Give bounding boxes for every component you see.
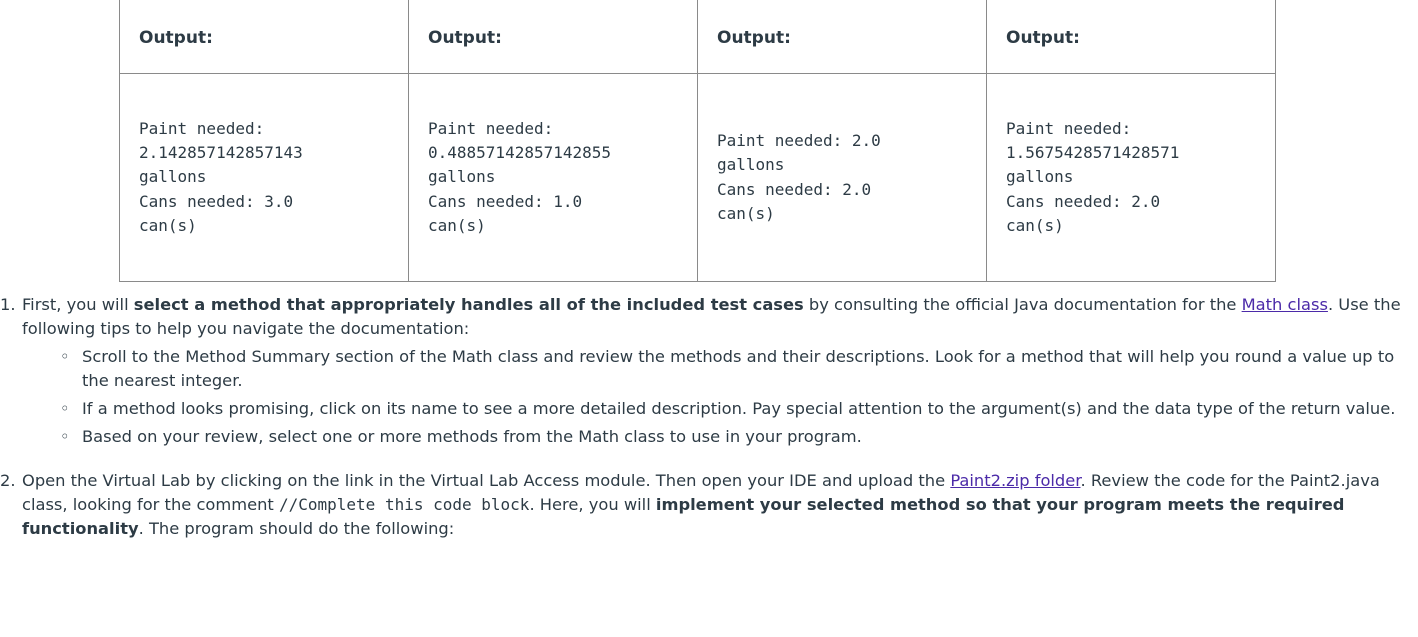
math-class-link[interactable]: Math class — [1241, 295, 1328, 314]
tip-item — [60, 425, 1418, 449]
tip-text: Scroll to the Method Summary section of the Math class and review the methods and their descriptions. Look for a method that will help you round a value up to the nearest integer. — [82, 347, 1395, 390]
output-cell — [120, 74, 409, 282]
code-comment: //Complete this code block — [278, 495, 530, 514]
tip-item — [60, 345, 1418, 393]
output-cell — [409, 74, 698, 282]
step-2 — [0, 469, 1418, 541]
step-text: . Use the following tips to help you navigate the documentation: — [22, 295, 1401, 338]
output-code: Paint needed: 2.0 gallons Cans needed: 2.0 can(s) — [717, 131, 881, 223]
step-text: . Here, you will — [529, 495, 656, 514]
output-header: Output: — [409, 0, 698, 74]
output-header: Output: — [698, 0, 987, 74]
step-number: 1. — [0, 295, 16, 314]
step-text: First, you will — [22, 295, 134, 314]
tip-text: Based on your review, select one or more methods from the Math class to use in your program. — [82, 427, 862, 446]
step-text: by consulting the official Java documentation for the — [803, 295, 1242, 314]
bullet-icon: ◦ — [60, 347, 70, 366]
step-text: . The program should do the following: — [138, 519, 455, 538]
tips-list — [22, 345, 1418, 449]
paint2-zip-link[interactable]: Paint2.zip folder — [950, 471, 1081, 490]
step-text: Open the Virtual Lab by clicking on the link in the Virtual Lab Access module. Then open your IDE and upload the — [22, 471, 951, 490]
bullet-icon: ◦ — [60, 399, 70, 418]
step-1 — [0, 293, 1418, 449]
output-header: Output: — [120, 0, 409, 74]
output-code: Paint needed: 2.142857142857143 gallons Cans needed: 3.0 can(s) — [139, 118, 303, 235]
step-emphasis: implement your selected method so that your program meets the required functionality — [22, 495, 1345, 538]
output-table — [119, 0, 1276, 282]
output-cell — [698, 74, 987, 282]
step-text: . Review the code for the Paint2.java class, looking for the comment — [22, 471, 1380, 514]
tip-item — [60, 397, 1418, 421]
bullet-icon: ◦ — [60, 427, 70, 446]
step-emphasis: select a method that appropriately handles all of the included test cases — [133, 295, 804, 314]
output-cell — [987, 74, 1276, 282]
tip-text: If a method looks promising, click on its name to see a more detailed description. Pay special attention to the argument(s) and the data type of the return value. — [82, 399, 1396, 418]
output-code: Paint needed: 1.5675428571428571 gallons Cans needed: 2.0 can(s) — [1006, 118, 1180, 235]
output-header: Output: — [987, 0, 1276, 74]
instruction-list — [0, 293, 1418, 541]
output-code: Paint needed: 0.48857142857142855 gallons Cans needed: 1.0 can(s) — [428, 118, 612, 235]
step-number: 2. — [0, 471, 16, 490]
